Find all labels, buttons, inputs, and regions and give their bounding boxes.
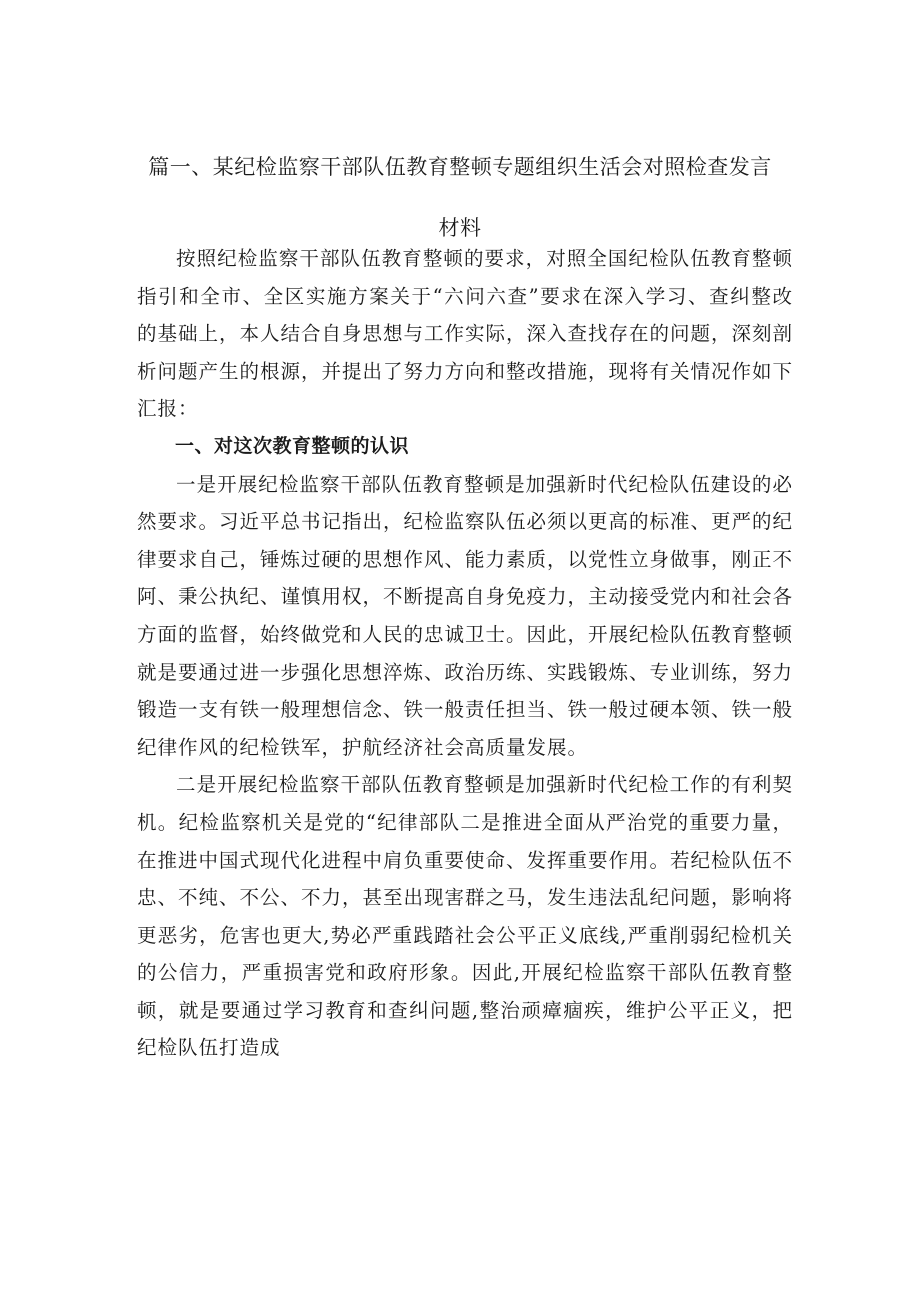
document-title-line-1: 篇一、某纪检监察干部队伍教育整顿专题组织生活会对照检查发言	[148, 155, 772, 179]
section-heading-understanding: 一、对这次教育整顿的认识	[175, 434, 410, 457]
paragraph-opportunity: 二是开展纪检监察干部队伍教育整顿是加强新时代纪检工作的有利契机。纪检监察机关是党的“纪律部队二是推进全面从严治党的重要力量，在推进中国式现代化进程中肩负重要使命、发挥重要作用。若纪检队伍不忠、不纯、不公、不力，甚至出现害群之马，发生违法乱纪问题，影响将更恶劣，危害也更大,势必严重践踏社会公平正义底线,严重削弱纪检机关的公信力，严重损害党和政府形象。因此,开展纪检监察干部队伍教育整顿，就是要通过学习教育和查纠问题,整治顽瘴痼疾，维护公平正义，把纪检队伍打造成	[137, 773, 794, 1060]
paragraph-requirement: 一是开展纪检监察干部队伍教育整顿是加强新时代纪检队伍建设的必然要求。习近平总书记指出，纪检监察队伍必须以更高的标准、更严的纪律要求自己，锤炼过硬的思想作风、能力素质，以党性立身做事，刚正不阿、秉公执纪、谨慎用权，不断提高自身免疫力，主动接受党内和社会各方面的监督，始终做党和人民的忠诚卫士。因此，开展纪检队伍教育整顿就是要通过进一步强化思想淬炼、政治历练、实践锻炼、专业训练，努力锻造一支有铁一般理想信念、铁一般责任担当、铁一般过硬本领、铁一般纪律作风的纪检铁军，护航经济社会高质量发展。	[137, 472, 794, 759]
document-title-line-2: 材料	[438, 216, 482, 240]
intro-paragraph: 按照纪检监察干部队伍教育整顿的要求，对照全国纪检队伍教育整顿指引和全市、全区实施方案关于“六问六查”要求在深入学习、查纠整改的基础上，本人结合自身思想与工作实际，深入查找存在的问题，深刻剖析问题产生的根源，并提出了努力方向和整改措施，现将有关情况作如下汇报：	[137, 247, 794, 421]
document-body	[137, 240, 793, 1067]
